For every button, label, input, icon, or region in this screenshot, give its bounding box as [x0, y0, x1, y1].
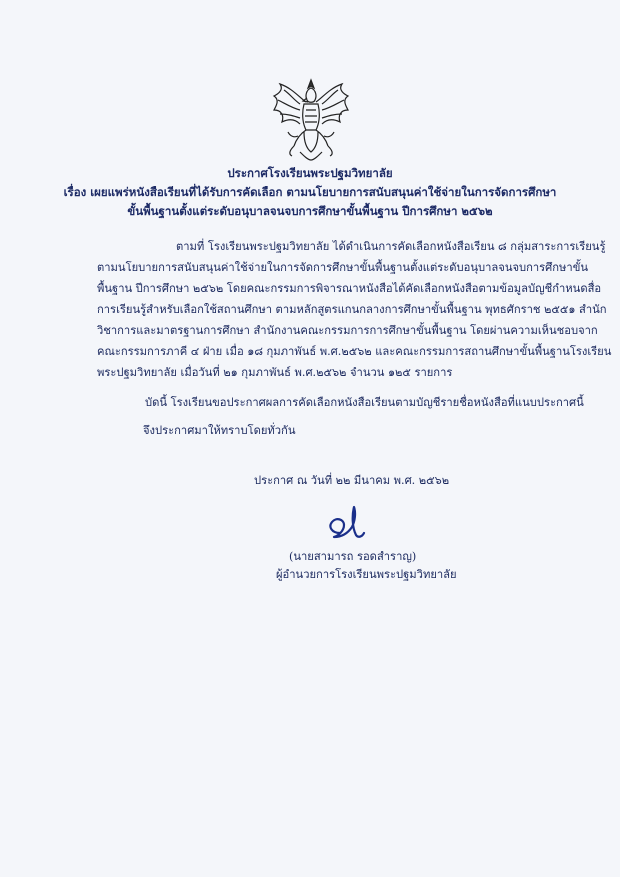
garuda-emblem-icon [270, 76, 352, 164]
paragraph-2: บัดนี้ โรงเรียนขอประกาศผลการคัดเลือกหนังสือเรียนตามบัญชีรายชื่อหนังสือที่แนบประกาศนี้ [145, 396, 584, 409]
paragraph-1-line: ตามนโยบายการสนับสนุนค่าใช้จ่ายในการจัดการศึกษาขั้นพื้นฐานตั้งแต่ระดับอนุบาลจนจบการศึกษาขั้น [97, 261, 589, 274]
paragraph-1-line: คณะกรรมการภาคี ๔ ฝ่าย เมื่อ ๑๘ กุมภาพันธ์ พ.ศ.๒๕๖๒ และคณะกรรมการสถานศึกษาขั้นพื้นฐานโรงเรียน [97, 345, 612, 358]
signer-position: ผู้อำนวยการโรงเรียนพระปฐมวิทยาลัย [276, 568, 457, 581]
signer-name: (นายสามารถ รอดสำราญ) [289, 550, 417, 563]
paragraph-1-line: พระปฐมวิทยาลัย เมื่อวันที่ ๒๑ กุมภาพันธ์ พ.ศ.๒๕๖๒ จำนวน ๑๒๕ รายการ [97, 366, 453, 379]
announcement-subject: เรื่อง เผยแพร่หนังสือเรียนที่ได้รับการคัดเลือก ตามนโยบายการสนับสนุนค่าใช้จ่ายในการจัดการศึกษา [63, 185, 557, 199]
paragraph-1-line: ตามที่ โรงเรียนพระปฐมวิทยาลัย ได้ดำเนินการคัดเลือกหนังสือเรียน ๘ กลุ่มสาระการเรียนรู้ [176, 240, 606, 253]
paragraph-1-line: พื้นฐาน ปีการศึกษา ๒๕๖๒ โดยคณะกรรมการพิจารณาหนังสือได้คัดเลือกหนังสือตามข้อมูลบัญชีกำหนดสื่อ [97, 282, 602, 295]
announcement-subject-cont: ขั้นพื้นฐานตั้งแต่ระดับอนุบาลจนจบการศึกษาขั้นพื้นฐาน ปีการศึกษา ๒๕๖๒ [127, 204, 493, 218]
paragraph-1-line: วิชาการและมาตรฐานการศึกษา สำนักงานคณะกรรมการการศึกษาขั้นพื้นฐาน โดยผ่านความเห็นชอบจาก [97, 324, 598, 337]
paragraph-3: จึงประกาศมาให้ทราบโดยทั่วกัน [143, 424, 296, 437]
announcement-title: ประกาศโรงเรียนพระปฐมวิทยาลัย [227, 166, 393, 180]
signature-icon [318, 503, 370, 543]
paragraph-1-line: การเรียนรู้สำหรับเลือกใช้สถานศึกษา ตามหลักสูตรแกนกลางการศึกษาขั้นพื้นฐาน พุทธศักราช ๒๕๕๑ สำนัก [97, 303, 607, 316]
announcement-date: ประกาศ ณ วันที่ ๒๒ มีนาคม พ.ศ. ๒๕๖๒ [254, 474, 450, 487]
